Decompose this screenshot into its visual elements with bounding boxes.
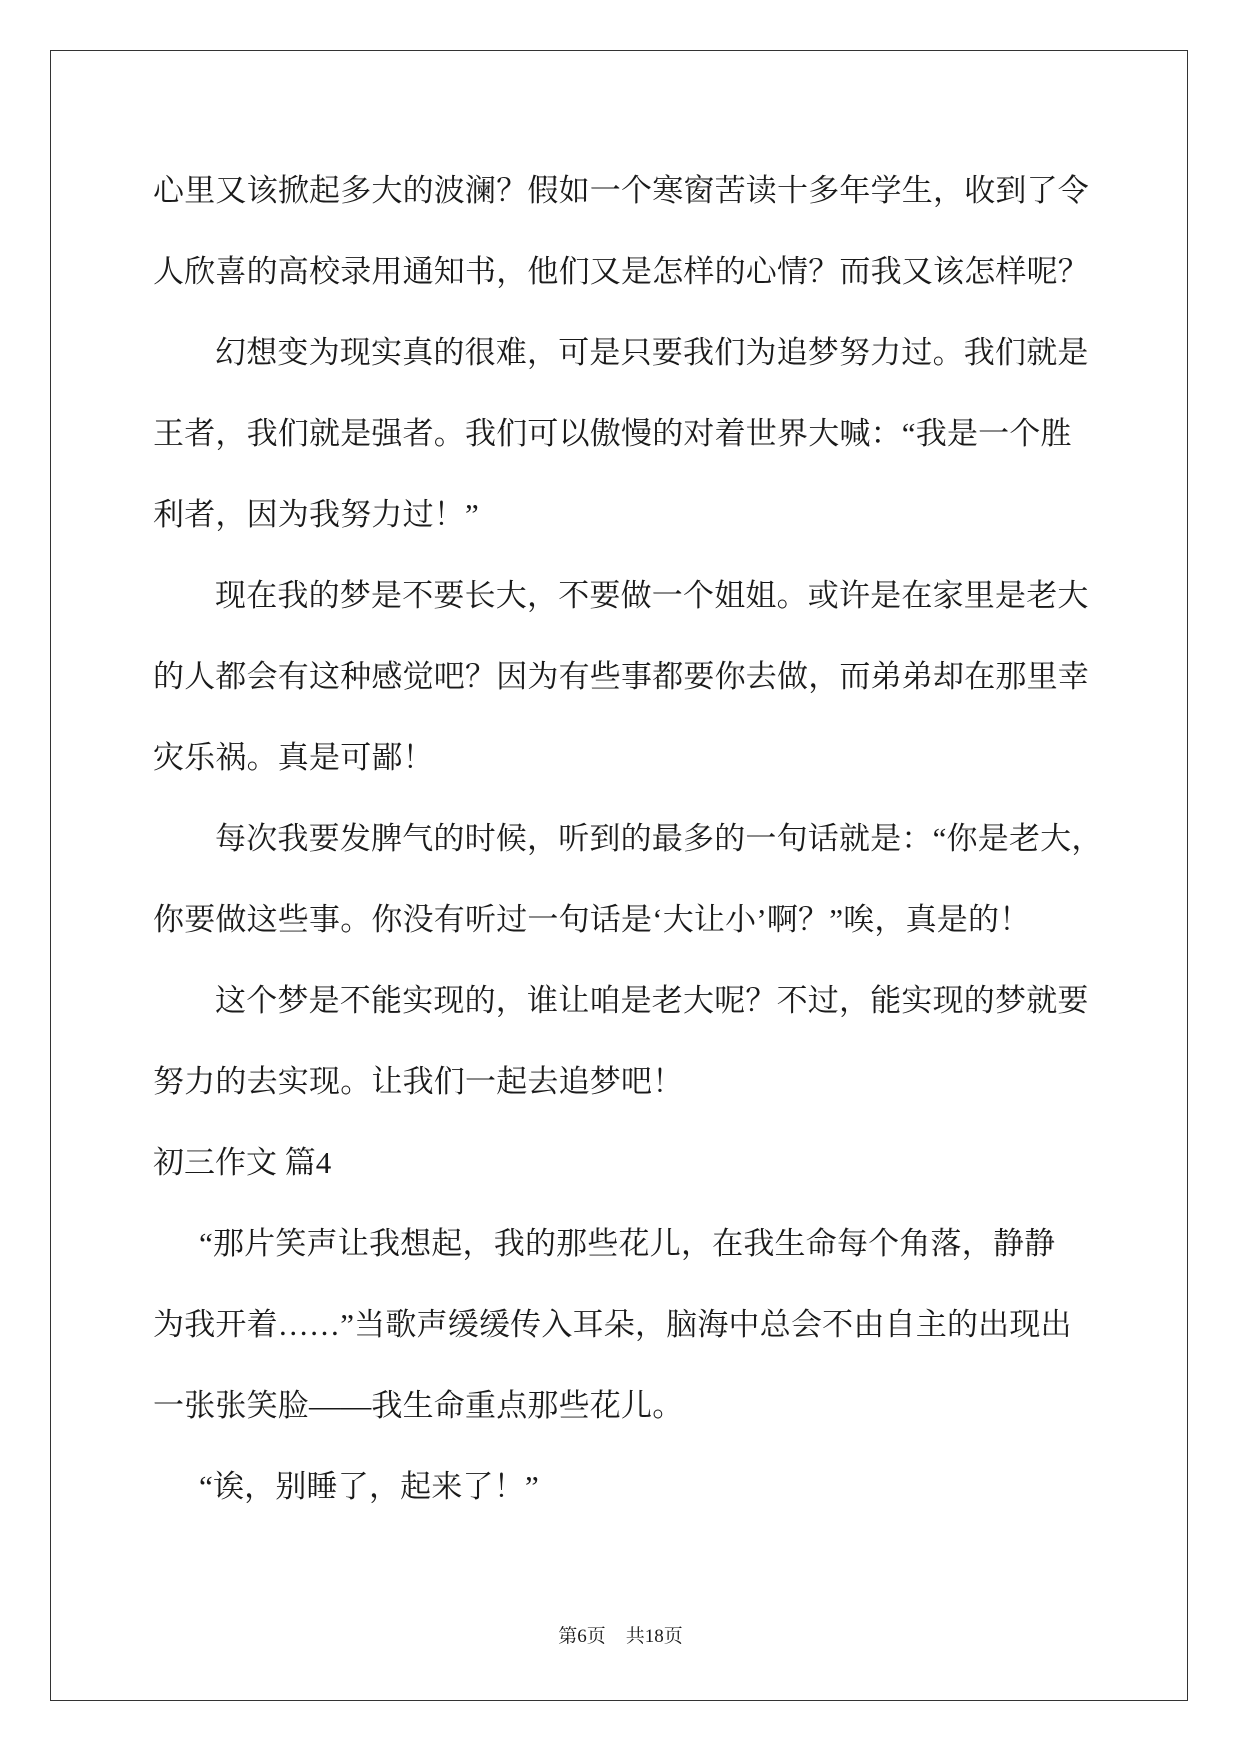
text-line: 这个梦是不能实现的，谁让咱是老大呢？不过，能实现的梦就要: [215, 983, 1089, 1018]
essay-heading: 初三作文 篇4: [153, 1145, 332, 1180]
text-line: “那片笑声让我想起，我的那些花儿，在我生命每个角落，静静: [199, 1226, 1056, 1261]
paragraph: [153, 960, 1163, 1122]
text-line: 心里又该掀起多大的波澜？假如一个寒窗苦读十多年学生，收到了令: [153, 173, 1089, 208]
paragraph: [153, 798, 1163, 960]
text-line: 每次我要发脾气的时候，听到的最多的一句话就是：“你是老大，: [215, 821, 1103, 856]
text-line: 努力的去实现。让我们一起去追梦吧！: [153, 1064, 684, 1099]
text-line: 你要做这些事。你没有听过一句话是‘大让小’啊？”唉，真是的！: [153, 902, 1031, 937]
paragraph: [153, 150, 1163, 312]
text-line: 人欣喜的高校录用通知书，他们又是怎样的心情？而我又该怎样呢？: [153, 254, 1089, 289]
paragraph: [153, 555, 1163, 798]
document-body: [153, 150, 1163, 1527]
text-line: 利者，因为我努力过！”: [153, 497, 479, 532]
page-total: 共18页: [625, 1626, 683, 1647]
text-line: 一张张笑脸——我生命重点那些花儿。: [153, 1388, 684, 1423]
text-line: 灾乐祸。真是可鄙！: [153, 740, 434, 775]
text-line: 幻想变为现实真的很难，可是只要我们为追梦努力过。我们就是: [215, 335, 1089, 370]
page-footer: [0, 1624, 1241, 1650]
text-line: “诶，别睡了，起来了！”: [199, 1469, 539, 1504]
paragraph: [153, 312, 1163, 555]
text-line: 为我开着……”当歌声缓缓传入耳朵，脑海中总会不由自主的出现出: [153, 1307, 1072, 1342]
paragraph: [153, 1446, 1163, 1527]
page-number: 第6页: [558, 1626, 606, 1647]
text-line: 现在我的梦是不要长大，不要做一个姐姐。或许是在家里是老大: [215, 578, 1089, 613]
text-line: 的人都会有这种感觉吧？因为有些事都要你去做，而弟弟却在那里幸: [153, 659, 1089, 694]
text-line: 王者，我们就是强者。我们可以傲慢的对着世界大喊：“我是一个胜: [153, 416, 1072, 451]
paragraph: [153, 1203, 1163, 1446]
